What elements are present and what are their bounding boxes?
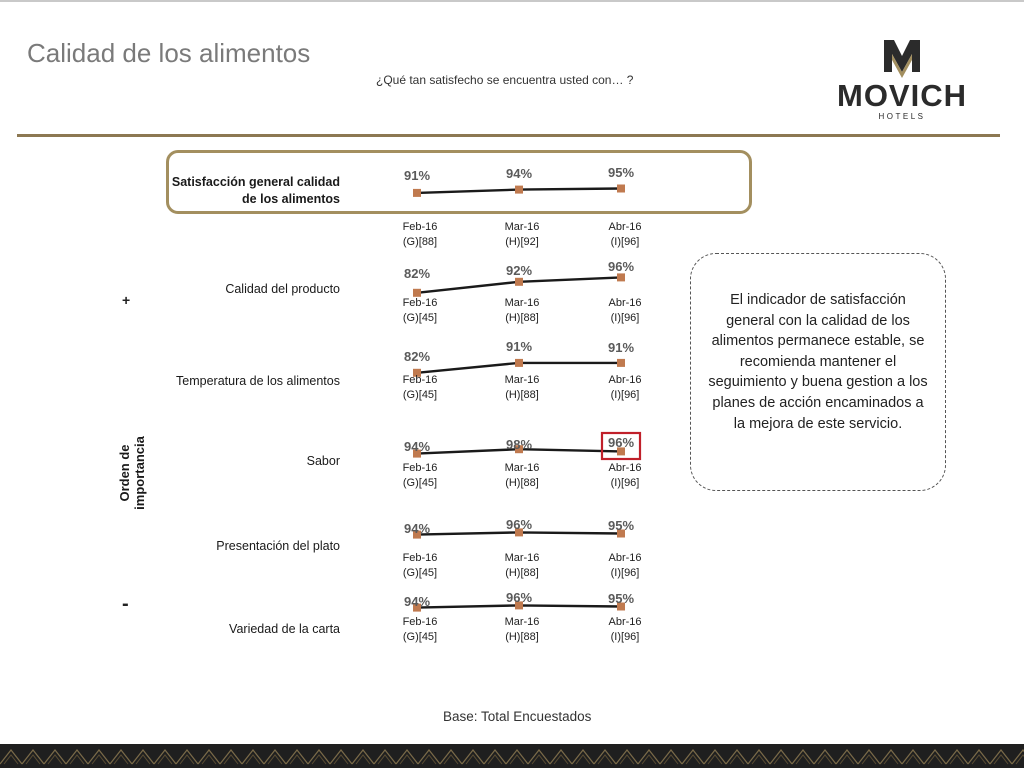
- row-label: Satisfacción general calidad de los alimentos: [171, 175, 340, 206]
- x-tick-label: Feb-16: [402, 374, 438, 386]
- data-label: 94%: [505, 166, 533, 181]
- x-tick-label: Feb-16: [402, 462, 438, 474]
- data-label: 91%: [505, 339, 533, 354]
- x-tick-label: Feb-16: [402, 297, 438, 309]
- x-tick-label: Feb-16: [402, 552, 438, 564]
- page-title: Calidad de los alimentos: [27, 38, 311, 68]
- data-label: 96%: [505, 590, 533, 605]
- x-base-label: (H)[92]: [505, 236, 539, 248]
- data-label: 92%: [505, 263, 533, 278]
- data-point: [413, 189, 421, 197]
- x-base-label: (I)[96]: [610, 477, 640, 489]
- base-footnote: Base: Total Encuestados: [443, 709, 592, 724]
- x-base-label: (G)[45]: [402, 312, 438, 324]
- data-label: 95%: [607, 165, 635, 180]
- x-base-label: (I)[96]: [610, 312, 640, 324]
- x-tick-label: Abr-16: [608, 616, 642, 628]
- x-base-label: (I)[96]: [610, 567, 640, 579]
- importance-low-marker: -: [122, 593, 129, 615]
- x-tick-label: Mar-16: [504, 552, 540, 564]
- x-base-label: (I)[96]: [610, 631, 640, 643]
- data-label: 95%: [607, 518, 635, 533]
- row-label: Temperatura de los alimentos: [176, 374, 340, 388]
- row-label: Calidad del producto: [225, 282, 340, 296]
- logo-tagline: HOTELS: [878, 112, 926, 121]
- x-tick-label: Abr-16: [608, 462, 642, 474]
- importance-high-marker: +: [122, 292, 131, 308]
- data-label: 98%: [505, 437, 533, 452]
- data-label: 91%: [607, 340, 635, 355]
- x-base-label: (H)[88]: [505, 631, 539, 643]
- x-tick-label: Abr-16: [608, 374, 642, 386]
- row-label: Presentación del plato: [216, 539, 340, 553]
- logo-wordmark: MOVICH: [837, 78, 967, 113]
- x-tick-label: Abr-16: [608, 297, 642, 309]
- data-label: 96%: [607, 435, 635, 450]
- data-label: 96%: [607, 259, 635, 274]
- data-label: 94%: [403, 439, 431, 454]
- row-label: Variedad de la carta: [229, 622, 340, 636]
- data-label: 96%: [505, 517, 533, 532]
- x-tick-label: Feb-16: [402, 221, 438, 233]
- x-base-label: (H)[88]: [505, 312, 539, 324]
- data-label: 82%: [403, 349, 431, 364]
- data-label: 94%: [403, 594, 431, 609]
- x-base-label: (G)[45]: [402, 567, 438, 579]
- x-tick-label: Feb-16: [402, 616, 438, 628]
- data-label: 91%: [403, 168, 431, 183]
- x-tick-label: Mar-16: [504, 462, 540, 474]
- x-base-label: (H)[88]: [505, 477, 539, 489]
- x-base-label: (G)[45]: [402, 477, 438, 489]
- data-label: 94%: [403, 521, 431, 536]
- data-point: [515, 186, 523, 194]
- x-base-label: (G)[45]: [402, 631, 438, 643]
- triangle-pattern-icon: [0, 744, 1024, 768]
- x-tick-label: Mar-16: [504, 297, 540, 309]
- x-tick-label: Abr-16: [608, 552, 642, 564]
- data-label: 95%: [607, 591, 635, 606]
- decorative-bottom-band: [0, 744, 1024, 768]
- importance-axis-title: Orden de importancia: [117, 436, 147, 510]
- data-point: [617, 185, 625, 193]
- data-point: [413, 289, 421, 297]
- data-label: 82%: [403, 266, 431, 281]
- x-tick-label: Abr-16: [608, 221, 642, 233]
- x-base-label: (G)[45]: [402, 389, 438, 401]
- survey-question: ¿Qué tan satisfecho se encuentra usted con… ?: [376, 73, 634, 87]
- x-tick-label: Mar-16: [504, 221, 540, 233]
- x-tick-label: Mar-16: [504, 374, 540, 386]
- data-point: [515, 359, 523, 367]
- x-base-label: (H)[88]: [505, 389, 539, 401]
- x-base-label: (I)[96]: [610, 236, 640, 248]
- x-base-label: (G)[88]: [402, 236, 438, 248]
- data-point: [617, 273, 625, 281]
- x-tick-label: Mar-16: [504, 616, 540, 628]
- x-base-label: (H)[88]: [505, 567, 539, 579]
- data-point: [617, 359, 625, 367]
- row-label: Sabor: [306, 454, 340, 468]
- insight-note: El indicador de satisfacción general con la calidad de los alimentos permanece estable, se recomienda mantener el seguimiento y buena gestion a los planes de acción encaminados a la mejora de este servicio.: [690, 253, 946, 491]
- data-point: [515, 278, 523, 286]
- x-base-label: (I)[96]: [610, 389, 640, 401]
